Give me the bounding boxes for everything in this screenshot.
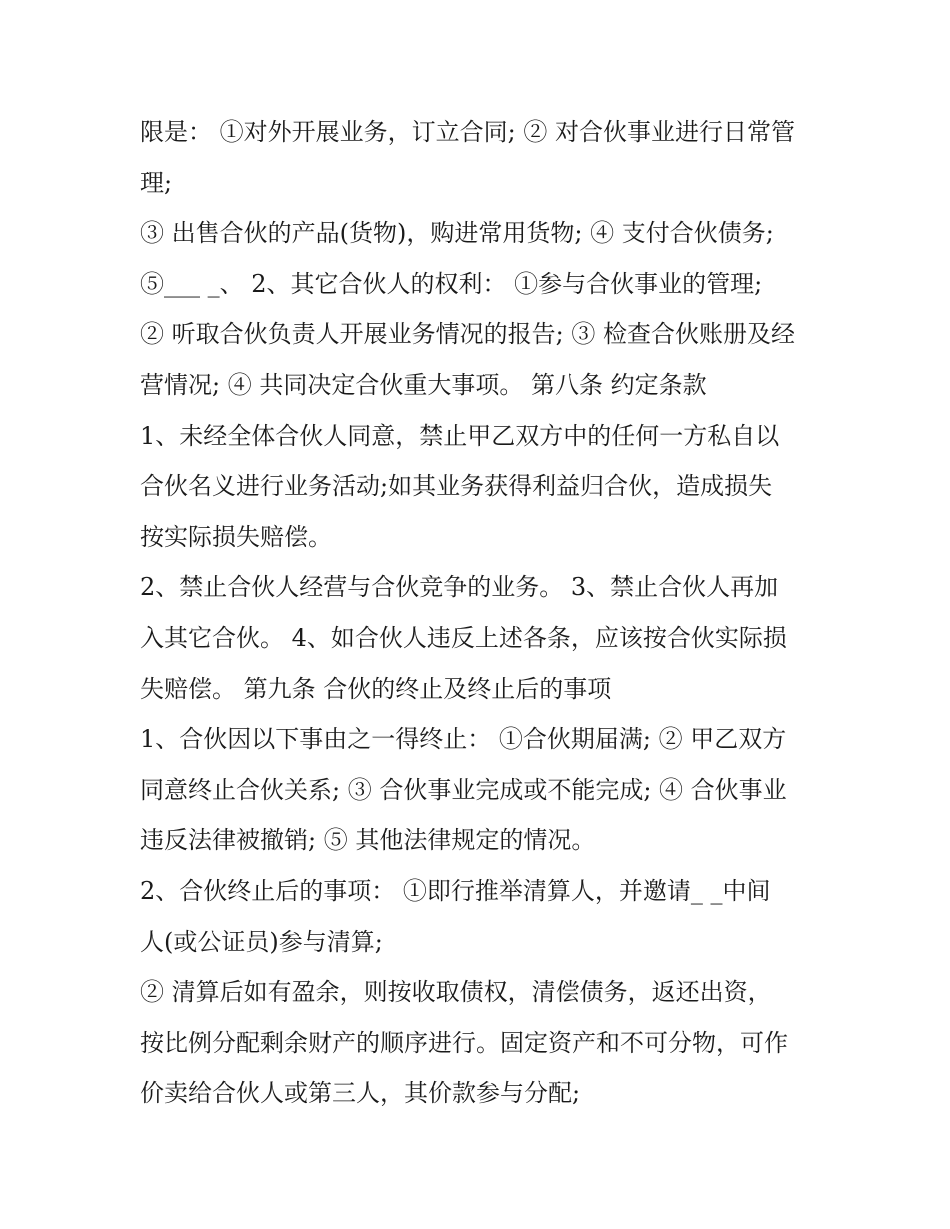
text-line: 价卖给合伙人或第三人，其价款参与分配;: [140, 1079, 581, 1108]
text-line: 1、合伙因以下事由之一得终止： ①合伙期届满; ② 甲乙双方: [140, 725, 787, 754]
text-line: 限是： ①对外开展业务，订立合同; ② 对合伙事业进行日常管: [140, 118, 795, 146]
text-line: 理;: [140, 168, 173, 197]
text-line: 合伙名义进行业务活动;如其业务获得利益归合伙，造成损失: [140, 472, 773, 501]
text-line: 2、合伙终止后的事项： ①即行推举清算人，并邀请_ _中间: [140, 876, 771, 905]
text-line: 入其它合伙。 4、如合伙人违反上述各条，应该按合伙实际损: [140, 623, 787, 652]
text-line: ② 听取合伙负责人开展业务情况的报告; ③ 检查合伙账册及经: [140, 320, 795, 349]
text-line: 2、禁止合伙人经营与合伙竞争的业务。 3、禁止合伙人再加: [140, 573, 779, 602]
text-line: ③ 出售合伙的产品(货物)，购进常用货物; ④ 支付合伙债务;: [140, 219, 774, 248]
text-line: ② 清算后如有盈余，则按收取债权，清偿债务，返还出资，: [140, 978, 772, 1007]
text-line: 同意终止合伙关系; ③ 合伙事业完成或不能完成; ④ 合伙事业: [140, 775, 787, 804]
text-line: 违反法律被撤销; ⑤ 其他法律规定的情况。: [140, 826, 596, 855]
text-line: 1、未经全体合伙人同意，禁止甲乙双方中的任何一方私自以: [140, 421, 780, 450]
document-body: [140, 107, 820, 1119]
text-line: ⑤___ _、 2、其它合伙人的权利： ①参与合伙事业的管理;: [140, 269, 763, 298]
text-line: 营情况; ④ 共同决定合伙重大事项。 第八条 约定条款: [140, 370, 707, 399]
text-line: 按比例分配剩余财产的顺序进行。固定资产和不可分物，可作: [140, 1028, 788, 1057]
text-line: 按实际损失赔偿。: [140, 522, 332, 551]
text-line: 人(或公证员)参与清算;: [140, 927, 383, 956]
text-line: 失赔偿。 第九条 合伙的终止及终止后的事项: [140, 674, 612, 703]
